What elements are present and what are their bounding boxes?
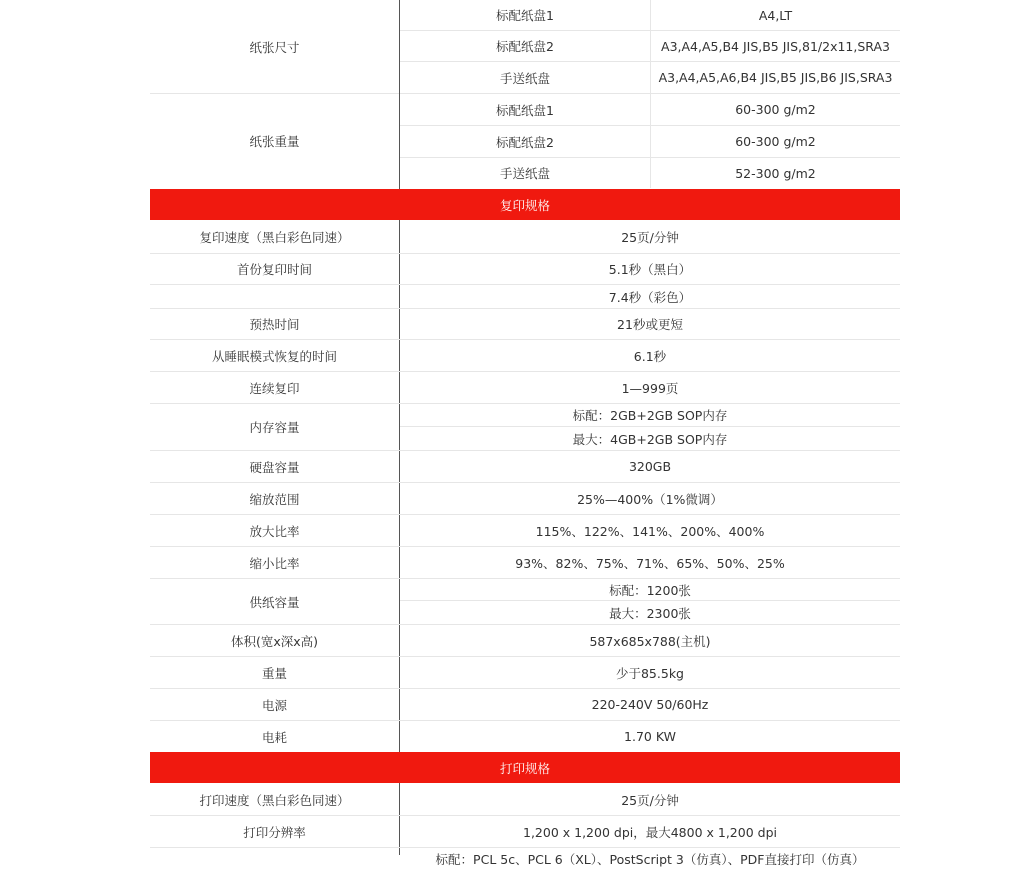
power-label: 电源 — [261, 697, 287, 713]
weight-value: 少于85.5kg — [615, 665, 684, 681]
paper-weight-label: 纸张重量 — [249, 134, 300, 149]
sleep-recovery-value: 6.1秒 — [633, 348, 667, 364]
print-resolution-value: 1,200 x 1,200 dpi，最大4800 x 1,200 dpi — [523, 824, 777, 840]
first-copy-value-color: 7.4秒（彩色） — [608, 289, 692, 305]
hdd-value: 320GB — [628, 459, 672, 474]
copy-speed-value: 25页/分钟 — [621, 230, 679, 245]
print-resolution-label: 打印分辨率 — [243, 824, 306, 840]
column-divider — [399, 0, 400, 189]
copy-speed-label: 复印速度（黑白彩色同速） — [199, 230, 350, 245]
paper-capacity-value-std: 标配：1200张 — [609, 582, 691, 598]
warmup-label: 预热时间 — [249, 317, 300, 332]
enlarge-ratio-label: 放大比率 — [249, 523, 300, 539]
paper-capacity-label: 供纸容量 — [249, 594, 300, 610]
paper-weight-tray-2: 标配纸盘2 — [496, 134, 554, 150]
paper-weight-tray-3: 手送纸盘 — [499, 166, 550, 181]
paper-capacity-value-max: 最大：2300张 — [609, 605, 691, 621]
paper-size-tray-1: 标配纸盘1 — [496, 8, 554, 23]
zoom-range-value: 25%—400%（1%微调） — [577, 491, 723, 507]
paper-weight-value-1: 60-300 g/m2 — [735, 102, 816, 117]
hdd-label: 硬盘容量 — [249, 459, 300, 475]
dimensions-label: 体积(宽x深x高) — [230, 633, 319, 649]
zoom-range-label: 缩放范围 — [249, 491, 300, 507]
sleep-recovery-label: 从睡眠模式恢复的时间 — [211, 348, 337, 364]
memory-value-std: 标配：2GB+2GB SOP内存 — [572, 408, 728, 423]
memory-label: 内存容量 — [249, 420, 300, 435]
print-speed-label: 打印速度（黑白彩色同速） — [199, 792, 350, 808]
dimensions-value: 587x685x788(主机) — [589, 633, 711, 649]
continuous-copy-value: 1—999页 — [621, 380, 679, 396]
paper-weight-value-2: 60-300 g/m2 — [735, 134, 816, 149]
memory-value-max: 最大：4GB+2GB SOP内存 — [572, 431, 728, 447]
paper-size-tray-3: 手送纸盘 — [499, 70, 550, 86]
consumption-label: 电耗 — [261, 729, 287, 745]
warmup-value: 21秒或更短 — [617, 317, 683, 332]
print-language-value-truncated: 标配：PCL 5c、PCL 6（XL）、PostScript 3（仿真）、PDF直接打印（仿真） — [435, 852, 865, 867]
first-copy-label: 首份复印时间 — [236, 262, 312, 277]
weight-label: 重量 — [261, 665, 287, 681]
print-speed-value: 25页/分钟 — [621, 792, 679, 808]
first-copy-value-bw: 5.1秒（黑白） — [608, 262, 692, 277]
paper-size-label: 纸张尺寸 — [249, 39, 300, 55]
reduce-ratio-value: 93%、82%、75%、71%、65%、50%、25% — [515, 555, 785, 571]
power-value: 220-240V 50/60Hz — [591, 697, 709, 712]
copy-section-banner: 复印规格 — [150, 189, 900, 220]
reduce-ratio-label: 缩小比率 — [249, 555, 300, 571]
paper-size-value-3: A3,A4,A5,A6,B4 JIS,B5 JIS,B6 JIS,SRA3 — [658, 70, 893, 85]
enlarge-ratio-value: 115%、122%、141%、200%、400% — [535, 523, 765, 539]
paper-weight-tray-1: 标配纸盘1 — [496, 102, 554, 118]
print-section-banner: 打印规格 — [150, 752, 900, 783]
continuous-copy-label: 连续复印 — [249, 380, 300, 396]
paper-size-value-1: A4,LT — [758, 7, 793, 23]
paper-size-value-2: A3,A4,A5,B4 JIS,B5 JIS,81/2x11,SRA3 — [661, 38, 890, 54]
consumption-value: 1.70 KW — [624, 729, 676, 744]
column-divider-light — [650, 0, 651, 188]
paper-size-tray-2: 标配纸盘2 — [496, 39, 554, 54]
paper-weight-value-3: 52-300 g/m2 — [735, 165, 816, 181]
